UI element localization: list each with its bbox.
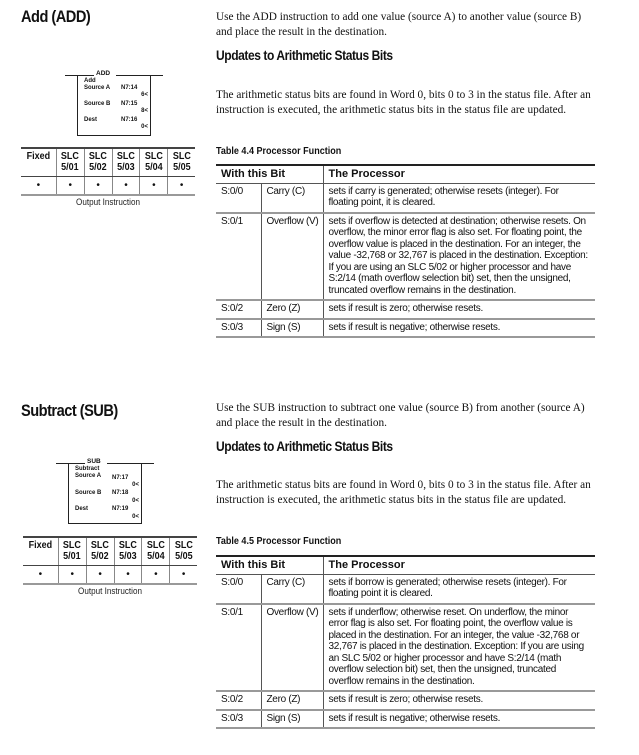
- block-row-address: N7:17: [112, 475, 129, 481]
- compat-mark: •: [142, 566, 170, 585]
- bit-cell: S:0/1: [216, 604, 261, 692]
- bit-cell: S:0/3: [216, 710, 261, 729]
- block-row-address: N7:16: [121, 117, 138, 123]
- table-header: With this Bit: [216, 556, 323, 574]
- compat-header: SLC 5/02: [88, 537, 113, 566]
- table-row: [216, 319, 595, 338]
- ladder-block-add: [65, 70, 161, 136]
- table-header: The Processor: [323, 556, 595, 574]
- name-cell: Zero (Z): [261, 300, 323, 319]
- block-row-label: Source A: [84, 85, 111, 91]
- bit-cell: S:0/3: [216, 319, 261, 338]
- name-cell: Overflow (V): [261, 604, 323, 692]
- block-row-label: Dest: [75, 506, 89, 512]
- compat-mark: •: [168, 177, 195, 196]
- desc-cell: sets if overflow is detected at destination; otherwise resets. On overflow, the minor error flag is also set. For floating point, the overflow value is placed in the destination. For an integer, the value -32,768 or 32,767 is placed in the destination. Exception: If you are using an SLC 5/02 or higher processor and have S:2/14 (math overflow selection bit) set, then the unsigned, truncated overflow remains in the destination.: [323, 213, 595, 301]
- rung-right: [142, 463, 154, 464]
- processor-function-table: [216, 164, 595, 338]
- bit-cell: S:0/0: [216, 574, 261, 604]
- block-row-value: 6<: [141, 92, 148, 98]
- block-row-label: Dest: [84, 117, 98, 123]
- block-name: ADD: [96, 70, 111, 77]
- processor-function-table: [216, 555, 595, 729]
- compat-header: SLC 5/01: [60, 537, 85, 566]
- desc-cell: sets if result is negative; otherwise resets.: [323, 319, 595, 338]
- block-row-value: 0<: [141, 124, 148, 130]
- compat-header: Fixed: [25, 537, 57, 566]
- compatibility-table: [23, 536, 197, 585]
- block-row-label: Source B: [84, 101, 111, 107]
- bit-cell: S:0/2: [216, 300, 261, 319]
- rung-right: [151, 75, 163, 76]
- block-row-value: 0<: [132, 514, 139, 520]
- block-row-address: N7:19: [112, 506, 129, 512]
- block-row-address: N7:14: [121, 85, 138, 91]
- block-row-value: 8<: [141, 108, 148, 114]
- compat-mark: •: [58, 566, 86, 585]
- compat-header: SLC 5/05: [169, 148, 194, 177]
- compat-mark: •: [84, 177, 112, 196]
- compat-header: SLC 5/05: [171, 537, 196, 566]
- table-header: With this Bit: [216, 165, 323, 183]
- compat-caption: Output Instruction: [76, 197, 140, 207]
- table-row: [216, 574, 595, 604]
- instruction-box: [68, 458, 142, 524]
- compat-mark: •: [112, 177, 140, 196]
- intro-paragraph: Use the ADD instruction to add one value (source A) to another value (source B) and place the result in the destination.: [216, 11, 582, 38]
- block-label: Subtract: [75, 466, 100, 472]
- name-cell: Carry (C): [261, 183, 323, 213]
- table-row: [216, 691, 595, 710]
- table-header: The Processor: [323, 165, 595, 183]
- intro-paragraph: Use the SUB instruction to subtract one value (source B) from another (source A) and place the result in the destination.: [216, 402, 585, 429]
- table-caption: Table 4.5 Processor Function: [216, 535, 342, 547]
- ladder-block-sub: [56, 458, 152, 524]
- table-row: [216, 213, 595, 301]
- block-name: SUB: [87, 458, 101, 465]
- bit-cell: S:0/0: [216, 183, 261, 213]
- compat-header: SLC 5/03: [115, 537, 140, 566]
- compat-header: SLC 5/02: [86, 148, 111, 177]
- compatibility-table: [21, 147, 195, 196]
- status-paragraph: The arithmetic status bits are found in Word 0, bits 0 to 3 in the status file. After an instruction is executed, the arithmetic status bits in the status file are updated.: [216, 479, 591, 506]
- rung-left: [56, 463, 68, 464]
- name-cell: Zero (Z): [261, 691, 323, 710]
- name-cell: Overflow (V): [261, 213, 323, 301]
- compat-header: SLC 5/04: [143, 537, 168, 566]
- desc-cell: sets if carry is generated; otherwise resets (integer). For floating point, it is cleared.: [323, 183, 595, 213]
- instruction-box: [77, 70, 151, 136]
- compat-header: SLC 5/01: [58, 148, 83, 177]
- compat-mark: •: [170, 566, 197, 585]
- name-cell: Sign (S): [261, 319, 323, 338]
- compat-mark: •: [114, 566, 142, 585]
- name-cell: Carry (C): [261, 574, 323, 604]
- subheading: Updates to Arithmetic Status Bits: [216, 438, 393, 454]
- block-row-address: N7:18: [112, 490, 129, 496]
- compat-mark: •: [23, 566, 58, 585]
- bit-cell: S:0/2: [216, 691, 261, 710]
- table-row: [216, 183, 595, 213]
- subheading: Updates to Arithmetic Status Bits: [216, 47, 393, 63]
- desc-cell: sets if result is zero; otherwise resets.: [323, 300, 595, 319]
- table-row: [216, 710, 595, 729]
- table-row: [216, 300, 595, 319]
- status-paragraph: The arithmetic status bits are found in Word 0, bits 0 to 3 in the status file. After an instruction is executed, the arithmetic status bits in the status file are updated.: [216, 89, 591, 116]
- compat-header: SLC 5/03: [113, 148, 138, 177]
- table-row: [216, 604, 595, 692]
- block-row-value: 0<: [132, 498, 139, 504]
- block-row-address: N7:15: [121, 101, 138, 107]
- compat-header: Fixed: [23, 148, 55, 177]
- bit-cell: S:0/1: [216, 213, 261, 301]
- rung-left: [65, 75, 77, 76]
- desc-cell: sets if underflow; otherwise reset. On underflow, the minor error flag is also set. For floating point, the overflow value is placed in the destination. For an integer, the value -32,768 or 32,767 is placed in the destination. Exception: If you are using an SLC 5/02 or higher processor and have S:2/14 (math overflow selection bit) set, then the unsigned, truncated overflow remains in the destination.: [323, 604, 595, 692]
- compat-mark: •: [21, 177, 56, 196]
- compat-header: SLC 5/04: [141, 148, 166, 177]
- desc-cell: sets if result is zero; otherwise resets.: [323, 691, 595, 710]
- compat-caption: Output Instruction: [78, 586, 142, 596]
- compat-mark: •: [56, 177, 84, 196]
- compat-mark: •: [140, 177, 168, 196]
- block-label: Add: [84, 78, 96, 84]
- sub-section: [0, 391, 639, 755]
- desc-cell: sets if result is negative; otherwise resets.: [323, 710, 595, 729]
- section-title: Add (ADD): [21, 7, 91, 26]
- section-title: Subtract (SUB): [21, 401, 118, 420]
- desc-cell: sets if borrow is generated; otherwise resets (integer). For floating point it is cleared.: [323, 574, 595, 604]
- name-cell: Sign (S): [261, 710, 323, 729]
- compat-mark: •: [86, 566, 114, 585]
- block-row-value: 0<: [132, 482, 139, 488]
- block-row-label: Source A: [75, 473, 102, 479]
- block-row-label: Source B: [75, 490, 102, 496]
- table-caption: Table 4.4 Processor Function: [216, 145, 342, 157]
